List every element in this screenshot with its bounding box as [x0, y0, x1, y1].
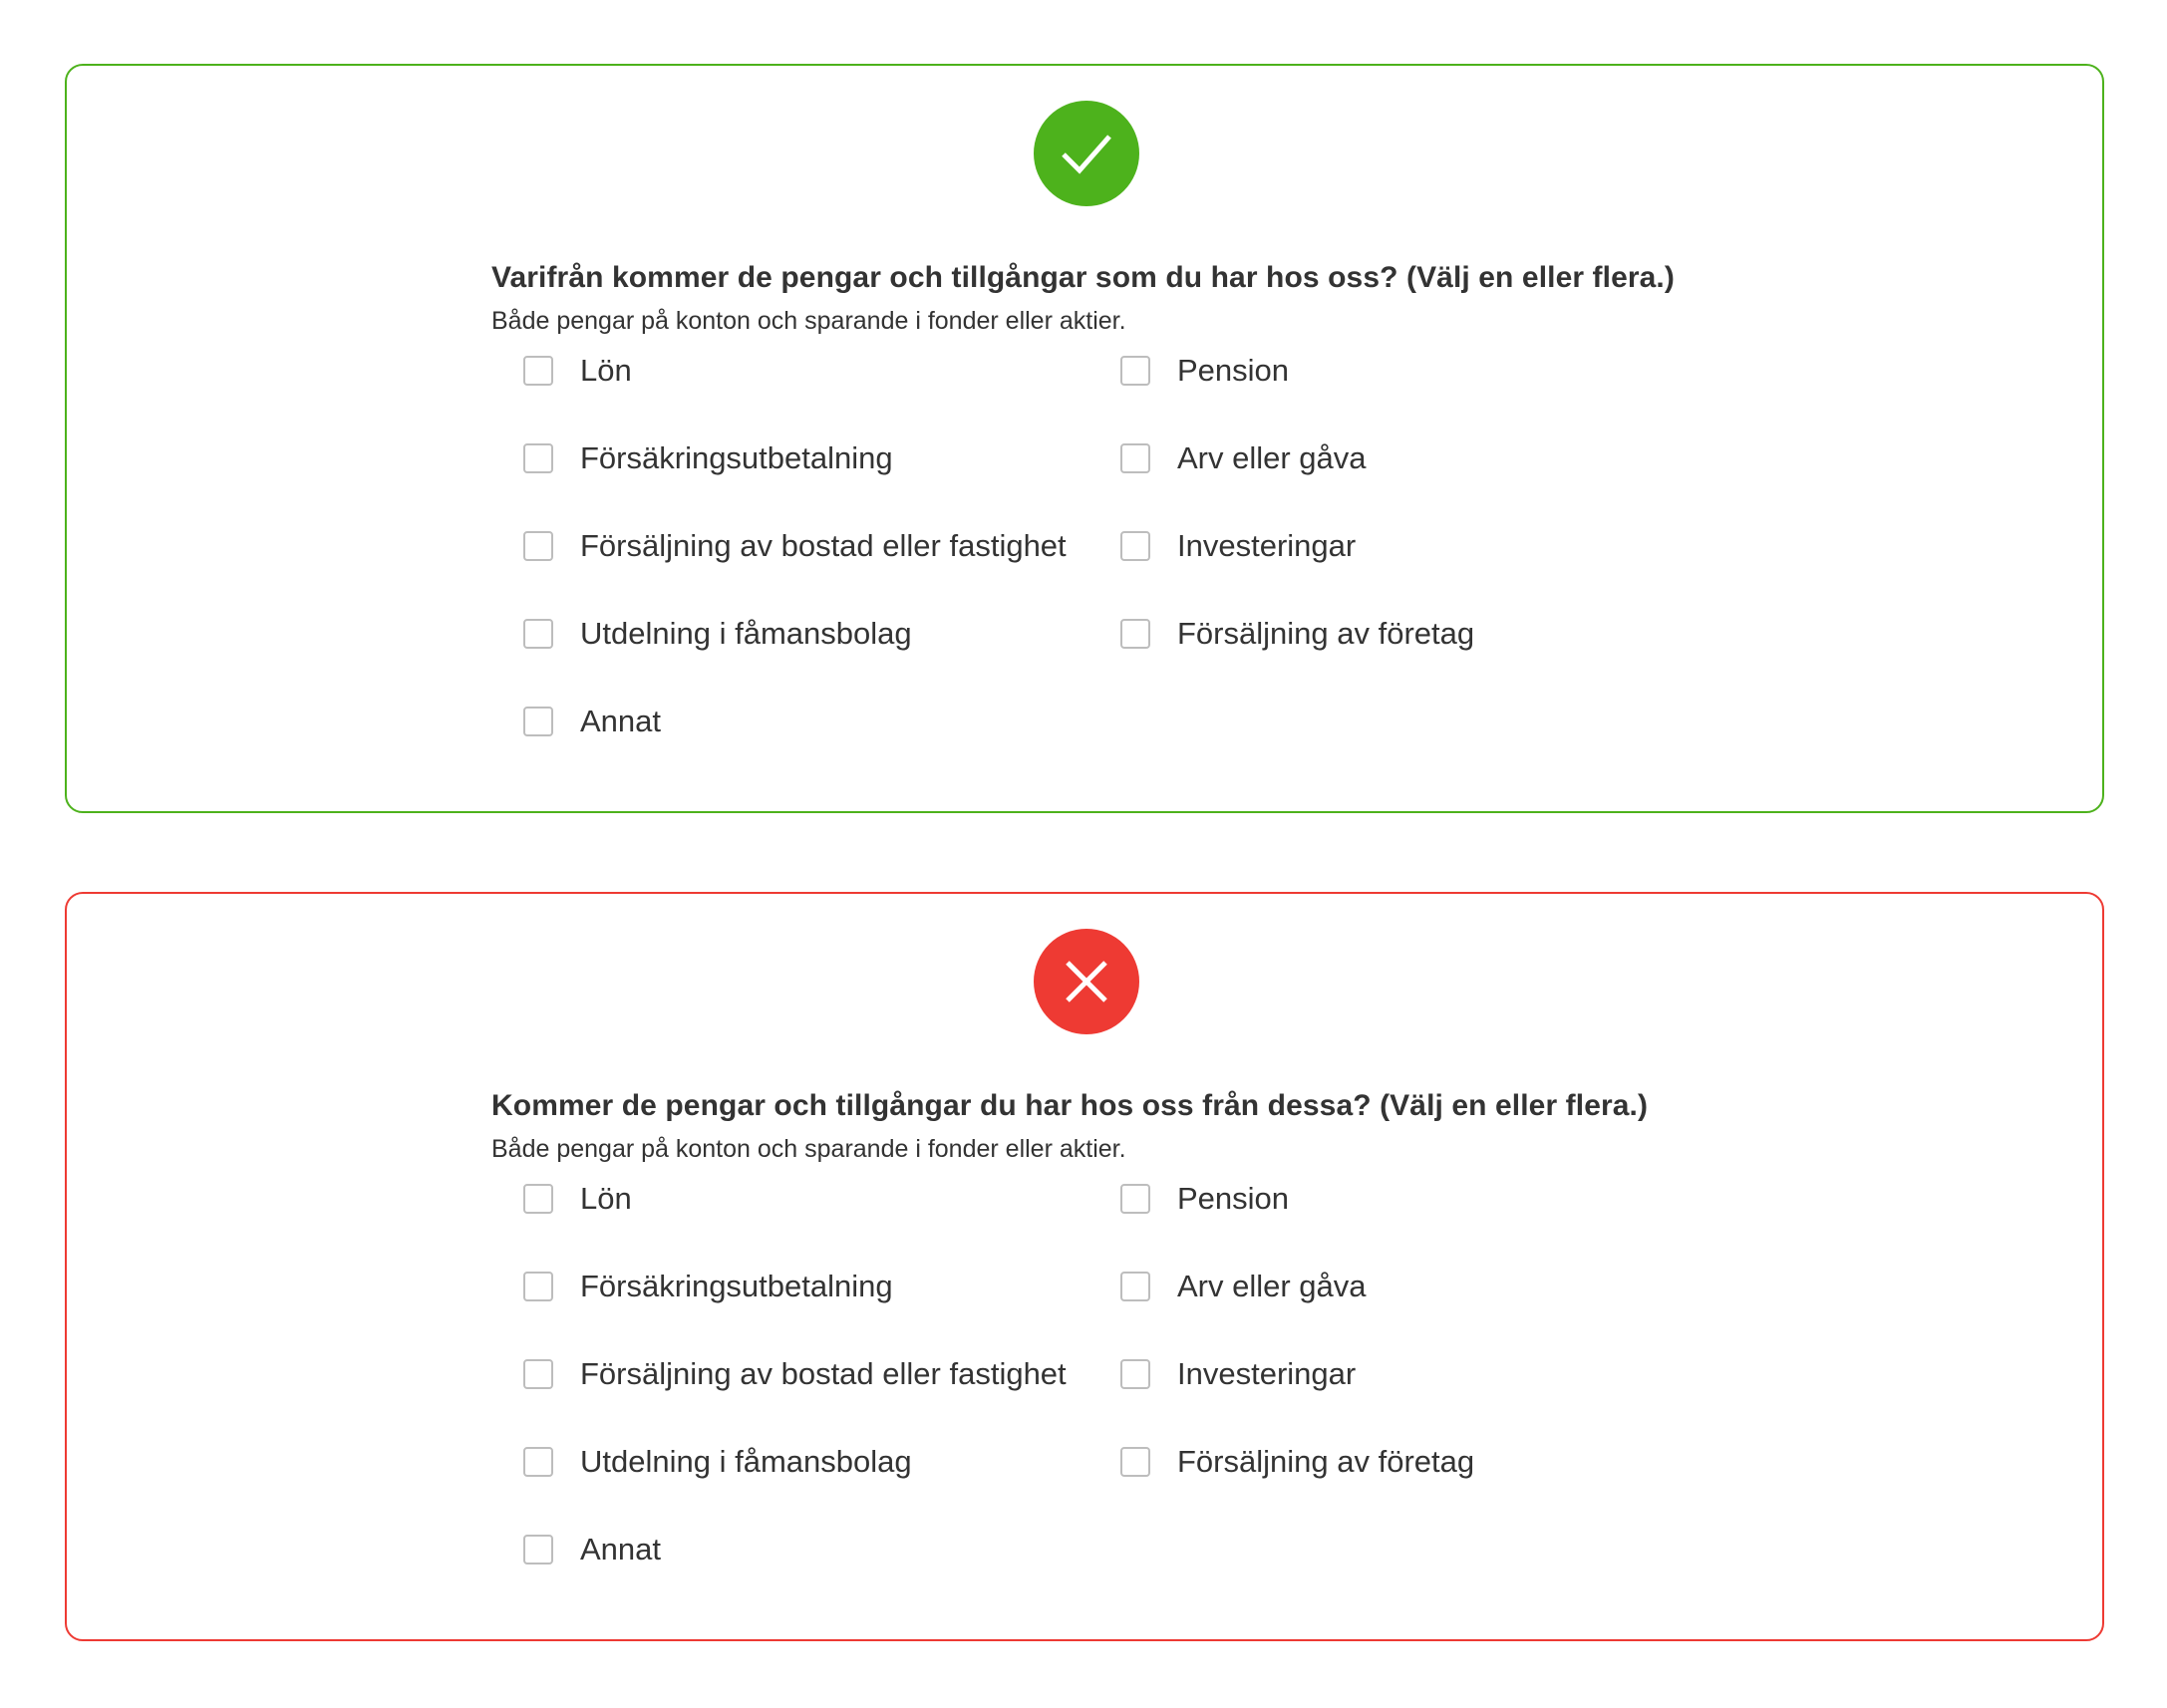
option-label: Försäljning av bostad eller fastighet	[580, 528, 1067, 563]
option-lon[interactable]	[523, 1179, 632, 1219]
option-lon[interactable]	[523, 351, 632, 391]
option-forsaljning-foretag[interactable]	[1120, 614, 1474, 654]
question-hint: Både pengar på konton och sparande i fonder eller aktier.	[491, 307, 1126, 335]
checkbox[interactable]	[1120, 619, 1150, 649]
option-utdelning[interactable]	[523, 614, 912, 654]
option-label: Pension	[1177, 1181, 1290, 1216]
good-example-card	[65, 64, 2104, 813]
option-label: Försäljning av bostad eller fastighet	[580, 1356, 1067, 1391]
option-label: Investeringar	[1177, 1356, 1357, 1391]
cross-icon	[1056, 951, 1117, 1012]
checkbox[interactable]	[523, 356, 553, 386]
option-label: Lön	[580, 353, 632, 388]
checkbox[interactable]	[523, 1359, 553, 1389]
option-arv-eller-gava[interactable]	[1120, 438, 1367, 478]
checkbox[interactable]	[1120, 356, 1150, 386]
checkbox[interactable]	[523, 1447, 553, 1477]
checkbox[interactable]	[1120, 1359, 1150, 1389]
option-label: Försäljning av företag	[1177, 1444, 1475, 1479]
option-utdelning[interactable]	[523, 1442, 912, 1482]
question-text: Varifrån kommer de pengar och tillgångar som du har hos oss? (Välj en eller flera.)	[491, 261, 1675, 294]
question-hint: Både pengar på konton och sparande i fonder eller aktier.	[491, 1135, 1126, 1163]
option-label: Investeringar	[1177, 528, 1357, 563]
option-forsakringsutbetalning[interactable]	[523, 438, 893, 478]
option-label: Utdelning i fåmansbolag	[580, 1444, 912, 1479]
option-label: Lön	[580, 1181, 632, 1216]
checkbox[interactable]	[523, 1535, 553, 1565]
checkbox[interactable]	[523, 531, 553, 561]
option-annat[interactable]	[523, 702, 661, 741]
option-label: Arv eller gåva	[1177, 1269, 1367, 1303]
checkbox[interactable]	[1120, 1272, 1150, 1301]
option-pension[interactable]	[1120, 1179, 1289, 1219]
option-investeringar[interactable]	[1120, 526, 1356, 566]
checkbox[interactable]	[1120, 443, 1150, 473]
option-label: Försäljning av företag	[1177, 616, 1475, 651]
option-annat[interactable]	[523, 1530, 661, 1569]
checkbox[interactable]	[523, 619, 553, 649]
question-text: Kommer de pengar och tillgångar du har hos oss från dessa? (Välj en eller flera.)	[491, 1089, 1649, 1122]
checkbox[interactable]	[1120, 1447, 1150, 1477]
checkmark-icon	[1056, 123, 1117, 184]
success-badge	[1034, 101, 1139, 206]
option-forsaljning-bostad[interactable]	[523, 526, 1067, 566]
checkbox[interactable]	[1120, 1184, 1150, 1214]
option-investeringar[interactable]	[1120, 1354, 1356, 1394]
option-forsaljning-foretag[interactable]	[1120, 1442, 1474, 1482]
option-label: Pension	[1177, 353, 1290, 388]
option-arv-eller-gava[interactable]	[1120, 1267, 1367, 1306]
checkbox[interactable]	[523, 1272, 553, 1301]
error-badge	[1034, 929, 1139, 1034]
checkbox[interactable]	[523, 443, 553, 473]
option-label: Utdelning i fåmansbolag	[580, 616, 912, 651]
option-pension[interactable]	[1120, 351, 1289, 391]
option-label: Arv eller gåva	[1177, 440, 1367, 475]
option-forsakringsutbetalning[interactable]	[523, 1267, 893, 1306]
option-label: Annat	[580, 704, 662, 738]
bad-example-card	[65, 892, 2104, 1641]
checkbox[interactable]	[1120, 531, 1150, 561]
option-label: Försäkringsutbetalning	[580, 1269, 893, 1303]
checkbox[interactable]	[523, 707, 553, 736]
option-label: Försäkringsutbetalning	[580, 440, 893, 475]
option-forsaljning-bostad[interactable]	[523, 1354, 1067, 1394]
option-label: Annat	[580, 1532, 662, 1566]
checkbox[interactable]	[523, 1184, 553, 1214]
